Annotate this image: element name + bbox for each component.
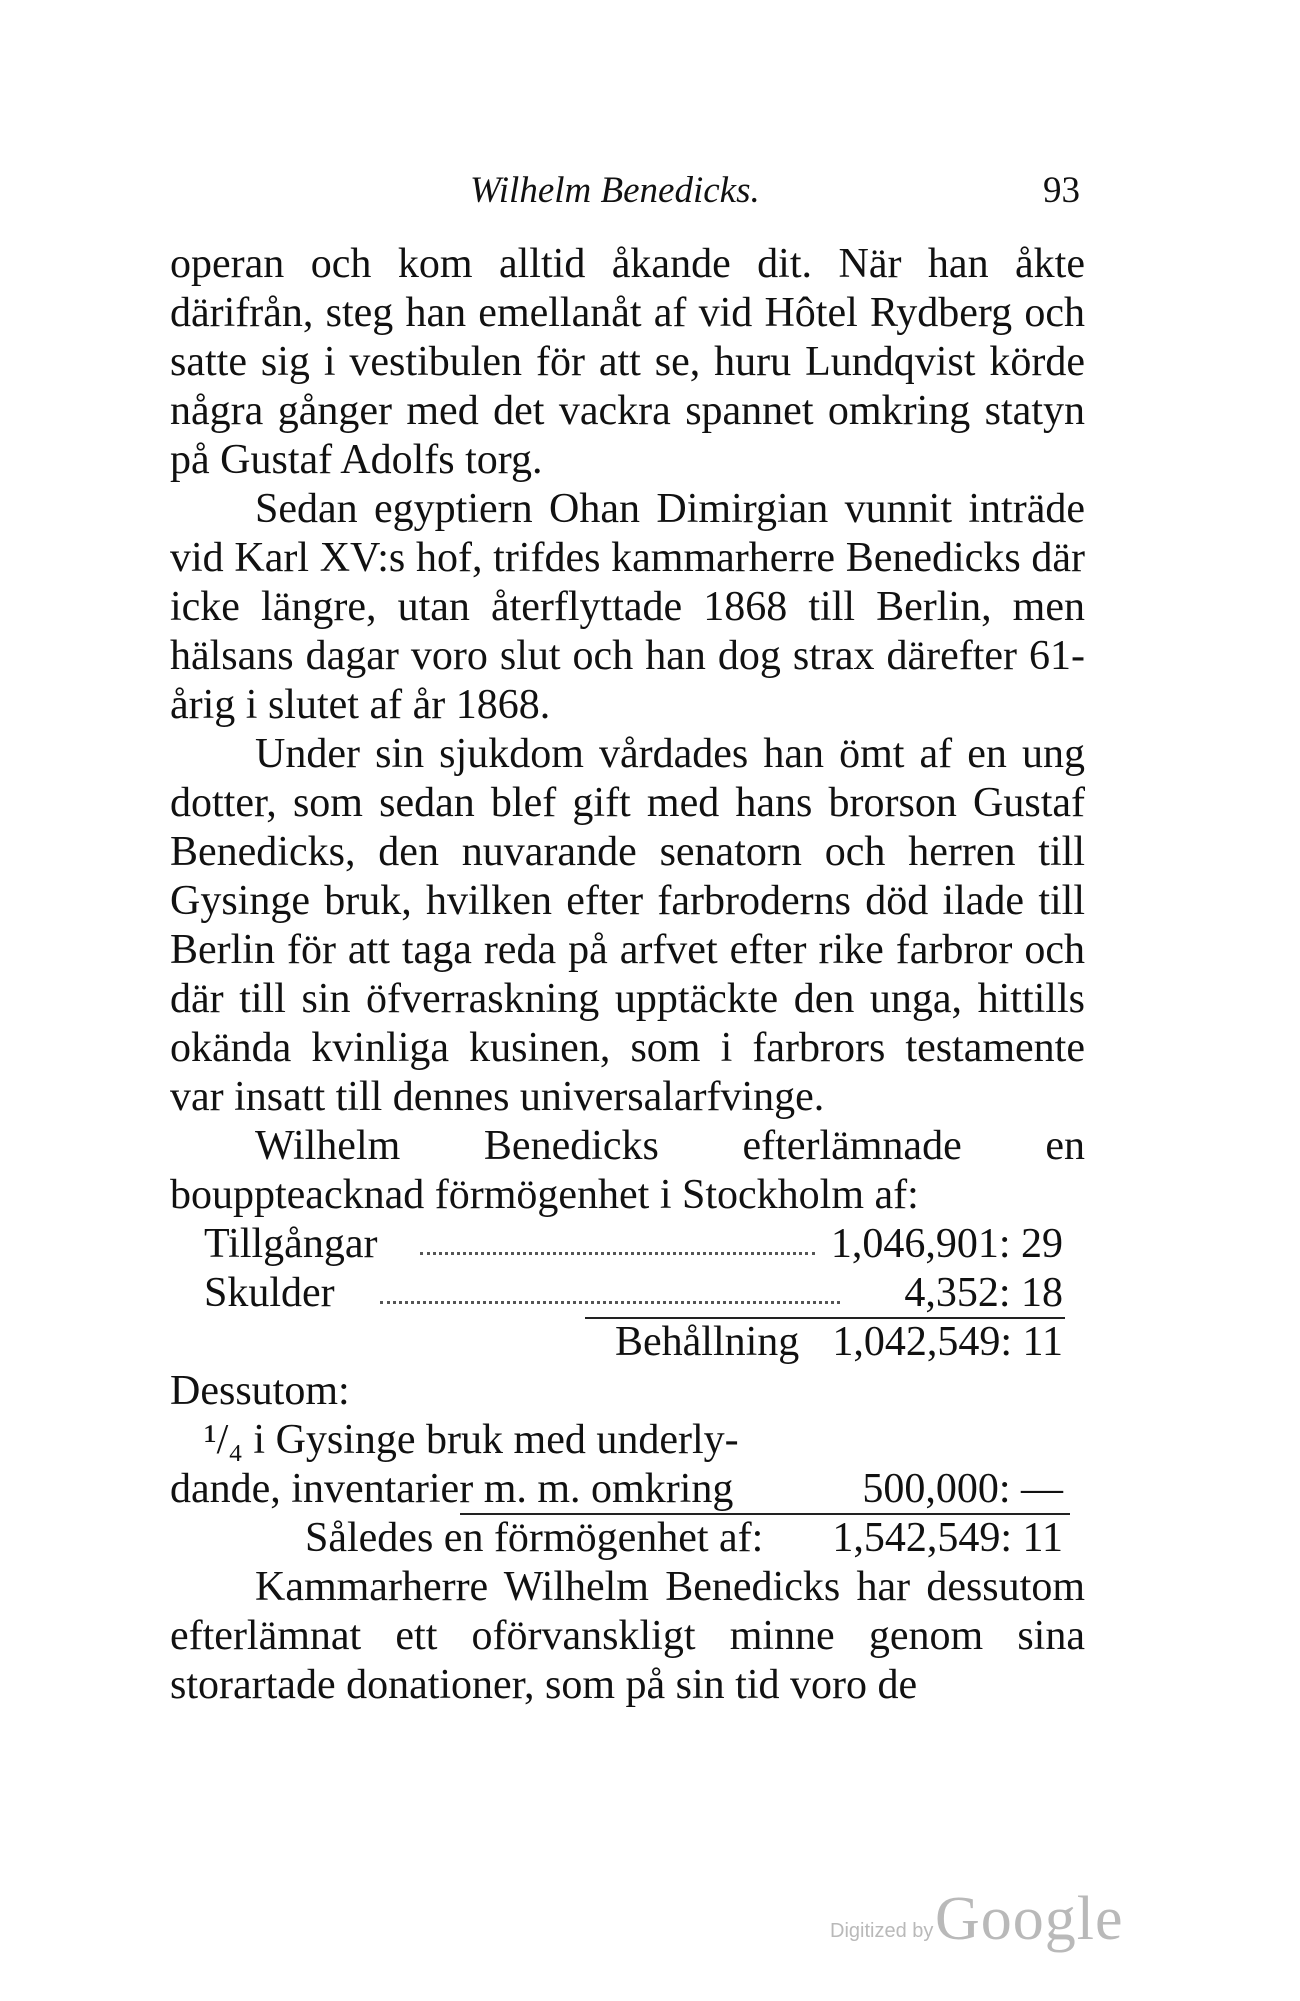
paragraph-1: operan och kom alltid åkande dit. När han åkte därifrån, steg han emellanåt af vid Hôtel Rydberg och satte sig i vestibulen för att se, huru Lundqvist körde några gånger med det vackra spannet omkring statyn på Gustaf Adolfs torg.	[170, 241, 1085, 483]
digitization-watermark	[830, 1885, 1124, 1953]
share-line-1: ¹/₄ i Gysinge bruk med underly-	[204, 1417, 739, 1463]
paragraph-2: Sedan egyptiern Ohan Dimirgian vunnit inträde vid Karl XV:s hof, trifdes kammarherre Benedicks där icke längre, utan återflyttade 1868 till Berlin, men hälsans dagar voro slut och han dog strax därefter 61-årig i slutet af år 1868.	[170, 486, 1085, 728]
total-value: 1,542,549: 11	[832, 1515, 1063, 1561]
besides-row	[170, 1367, 1085, 1416]
share-value: 500,000: —	[862, 1466, 1063, 1512]
closing-paragraph: Kammarherre Wilhelm Benedicks har dessutom efterlämnat ett oförvanskligt minne genom sina storartade donationer, som på sin tid voro de	[170, 1564, 1085, 1708]
share-row-1	[170, 1416, 1085, 1465]
total-label: Således en förmögenhet af:	[305, 1515, 764, 1561]
balance-label: Behållning	[615, 1319, 800, 1365]
assets-row	[170, 1220, 1085, 1269]
balance-row	[170, 1318, 1085, 1367]
paragraph-4: Wilhelm Benedicks efterlämnade en bouppteacknad förmögenhet i Stockholm af:	[170, 1123, 1085, 1218]
total-row	[170, 1514, 1085, 1563]
google-logo: Google	[935, 1885, 1124, 1953]
share-row-2	[170, 1465, 1085, 1514]
watermark-prefix: Digitized by	[830, 1920, 934, 1942]
besides-label: Dessutom:	[170, 1368, 350, 1414]
leader-dots	[420, 1250, 815, 1255]
estate-inventory	[170, 1220, 1085, 1563]
body-text	[170, 240, 1085, 1710]
page-number: 93	[1043, 170, 1080, 211]
leader-dots	[380, 1299, 840, 1304]
paragraph-3: Under sin sjukdom vårdades han ömt af en ung dotter, som sedan blef gift med hans brorson Gustaf Benedicks, den nuvarande senatorn och herren till Gysinge bruk, hvilken efter farbroderns död ilade till Berlin för att taga reda på arfvet efter rike farbror och där till sin öfverraskning upptäckte den unga, hittills okända kvinliga kusinen, som i farbrors testamente var insatt till dennes universalarfvinge.	[170, 731, 1085, 1120]
assets-label: Tillgångar	[204, 1221, 378, 1267]
debts-row	[170, 1269, 1085, 1318]
running-head	[170, 166, 1090, 216]
debts-label: Skulder	[204, 1270, 335, 1316]
balance-value: 1,042,549: 11	[832, 1319, 1063, 1365]
running-title: Wilhelm Benedicks.	[470, 170, 760, 211]
debts-value: 4,352: 18	[904, 1270, 1063, 1316]
assets-value: 1,046,901: 29	[830, 1221, 1063, 1267]
share-line-2: dande, inventarier m. m. omkring	[170, 1466, 734, 1512]
